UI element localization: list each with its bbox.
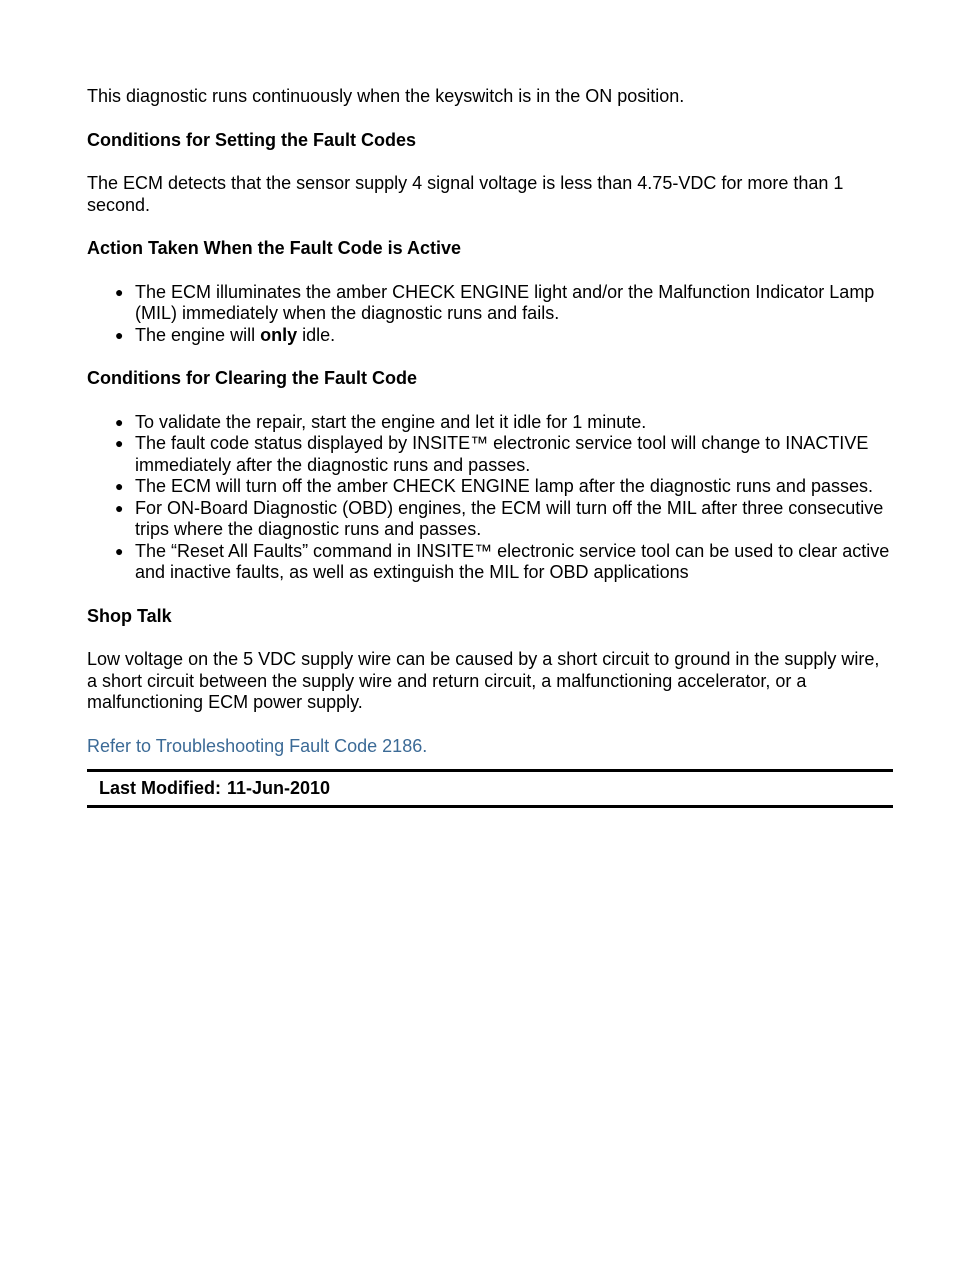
list-item-text-prefix: The engine will bbox=[135, 324, 261, 345]
bullet-icon: ● bbox=[115, 413, 124, 430]
list-item-text: The ECM will turn off the amber CHECK ENGINE lamp after the diagnostic runs and passes. bbox=[135, 476, 873, 496]
intro-paragraph: This diagnostic runs continuously when the keyswitch is in the ON position. bbox=[87, 86, 685, 106]
list-item bbox=[115, 497, 893, 541]
last-modified-label: Last Modified: bbox=[99, 778, 221, 798]
bullet-icon: ● bbox=[115, 478, 124, 494]
list-item-emphasis: only bbox=[260, 324, 298, 345]
list-item bbox=[115, 540, 893, 584]
list-item bbox=[115, 281, 893, 325]
list-item bbox=[115, 324, 893, 347]
shop-talk-paragraph: Low voltage on the 5 VDC supply wire can be caused by a short circuit to ground in the supply wire, a short circuit between the supply wire and return circuit, a malfunctioning accelerator, or a malfunctioning ECM power supply. bbox=[87, 649, 880, 712]
list-item-text: The “Reset All Faults” command in INSITE™ electronic service tool can be used to clear active and inactive faults, as well as extinguish the MIL for OBD applications bbox=[135, 540, 890, 582]
bullet-icon: ● bbox=[115, 542, 124, 559]
last-modified-bar bbox=[87, 769, 893, 808]
list-item-text-suffix: idle. bbox=[297, 324, 336, 345]
list-item-text: The ECM illuminates the amber CHECK ENGINE light and/or the Malfunction Indicator Lamp (MIL) immediately when the diagnostic runs and fails. bbox=[135, 281, 875, 323]
list-item-text: To validate the repair, start the engine and let it idle for 1 minute. bbox=[135, 411, 647, 432]
last-modified-date: 11-Jun-2010 bbox=[227, 778, 331, 798]
list-item bbox=[115, 476, 893, 498]
setting-heading: Conditions for Setting the Fault Codes bbox=[87, 129, 416, 150]
clearing-heading: Conditions for Clearing the Fault Code bbox=[87, 368, 417, 388]
troubleshooting-link[interactable]: Refer to Troubleshooting Fault Code 2186. bbox=[87, 735, 428, 756]
refer-paragraph bbox=[87, 736, 893, 758]
list-item bbox=[115, 411, 893, 434]
bullet-icon: ● bbox=[115, 326, 124, 343]
action-heading: Action Taken When the Fault Code is Active bbox=[87, 238, 462, 258]
bullet-icon: ● bbox=[115, 499, 124, 516]
clearing-list bbox=[87, 412, 893, 584]
setting-paragraph: The ECM detects that the sensor supply 4 signal voltage is less than 4.75-VDC for more than 1 second. bbox=[87, 173, 844, 215]
list-item bbox=[115, 433, 893, 476]
document-page bbox=[87, 86, 893, 808]
bullet-icon: ● bbox=[115, 435, 124, 451]
action-list bbox=[87, 282, 893, 347]
bullet-icon: ● bbox=[115, 283, 124, 300]
list-item-text: The fault code status displayed by INSITE™ electronic service tool will change to INACTIVE immediately after the diagnostic runs and passes. bbox=[135, 433, 869, 475]
list-item-text: For ON-Board Diagnostic (OBD) engines, the ECM will turn off the MIL after three consecutive trips where the diagnostic runs and passes. bbox=[135, 497, 884, 539]
shop-talk-heading: Shop Talk bbox=[87, 605, 172, 626]
